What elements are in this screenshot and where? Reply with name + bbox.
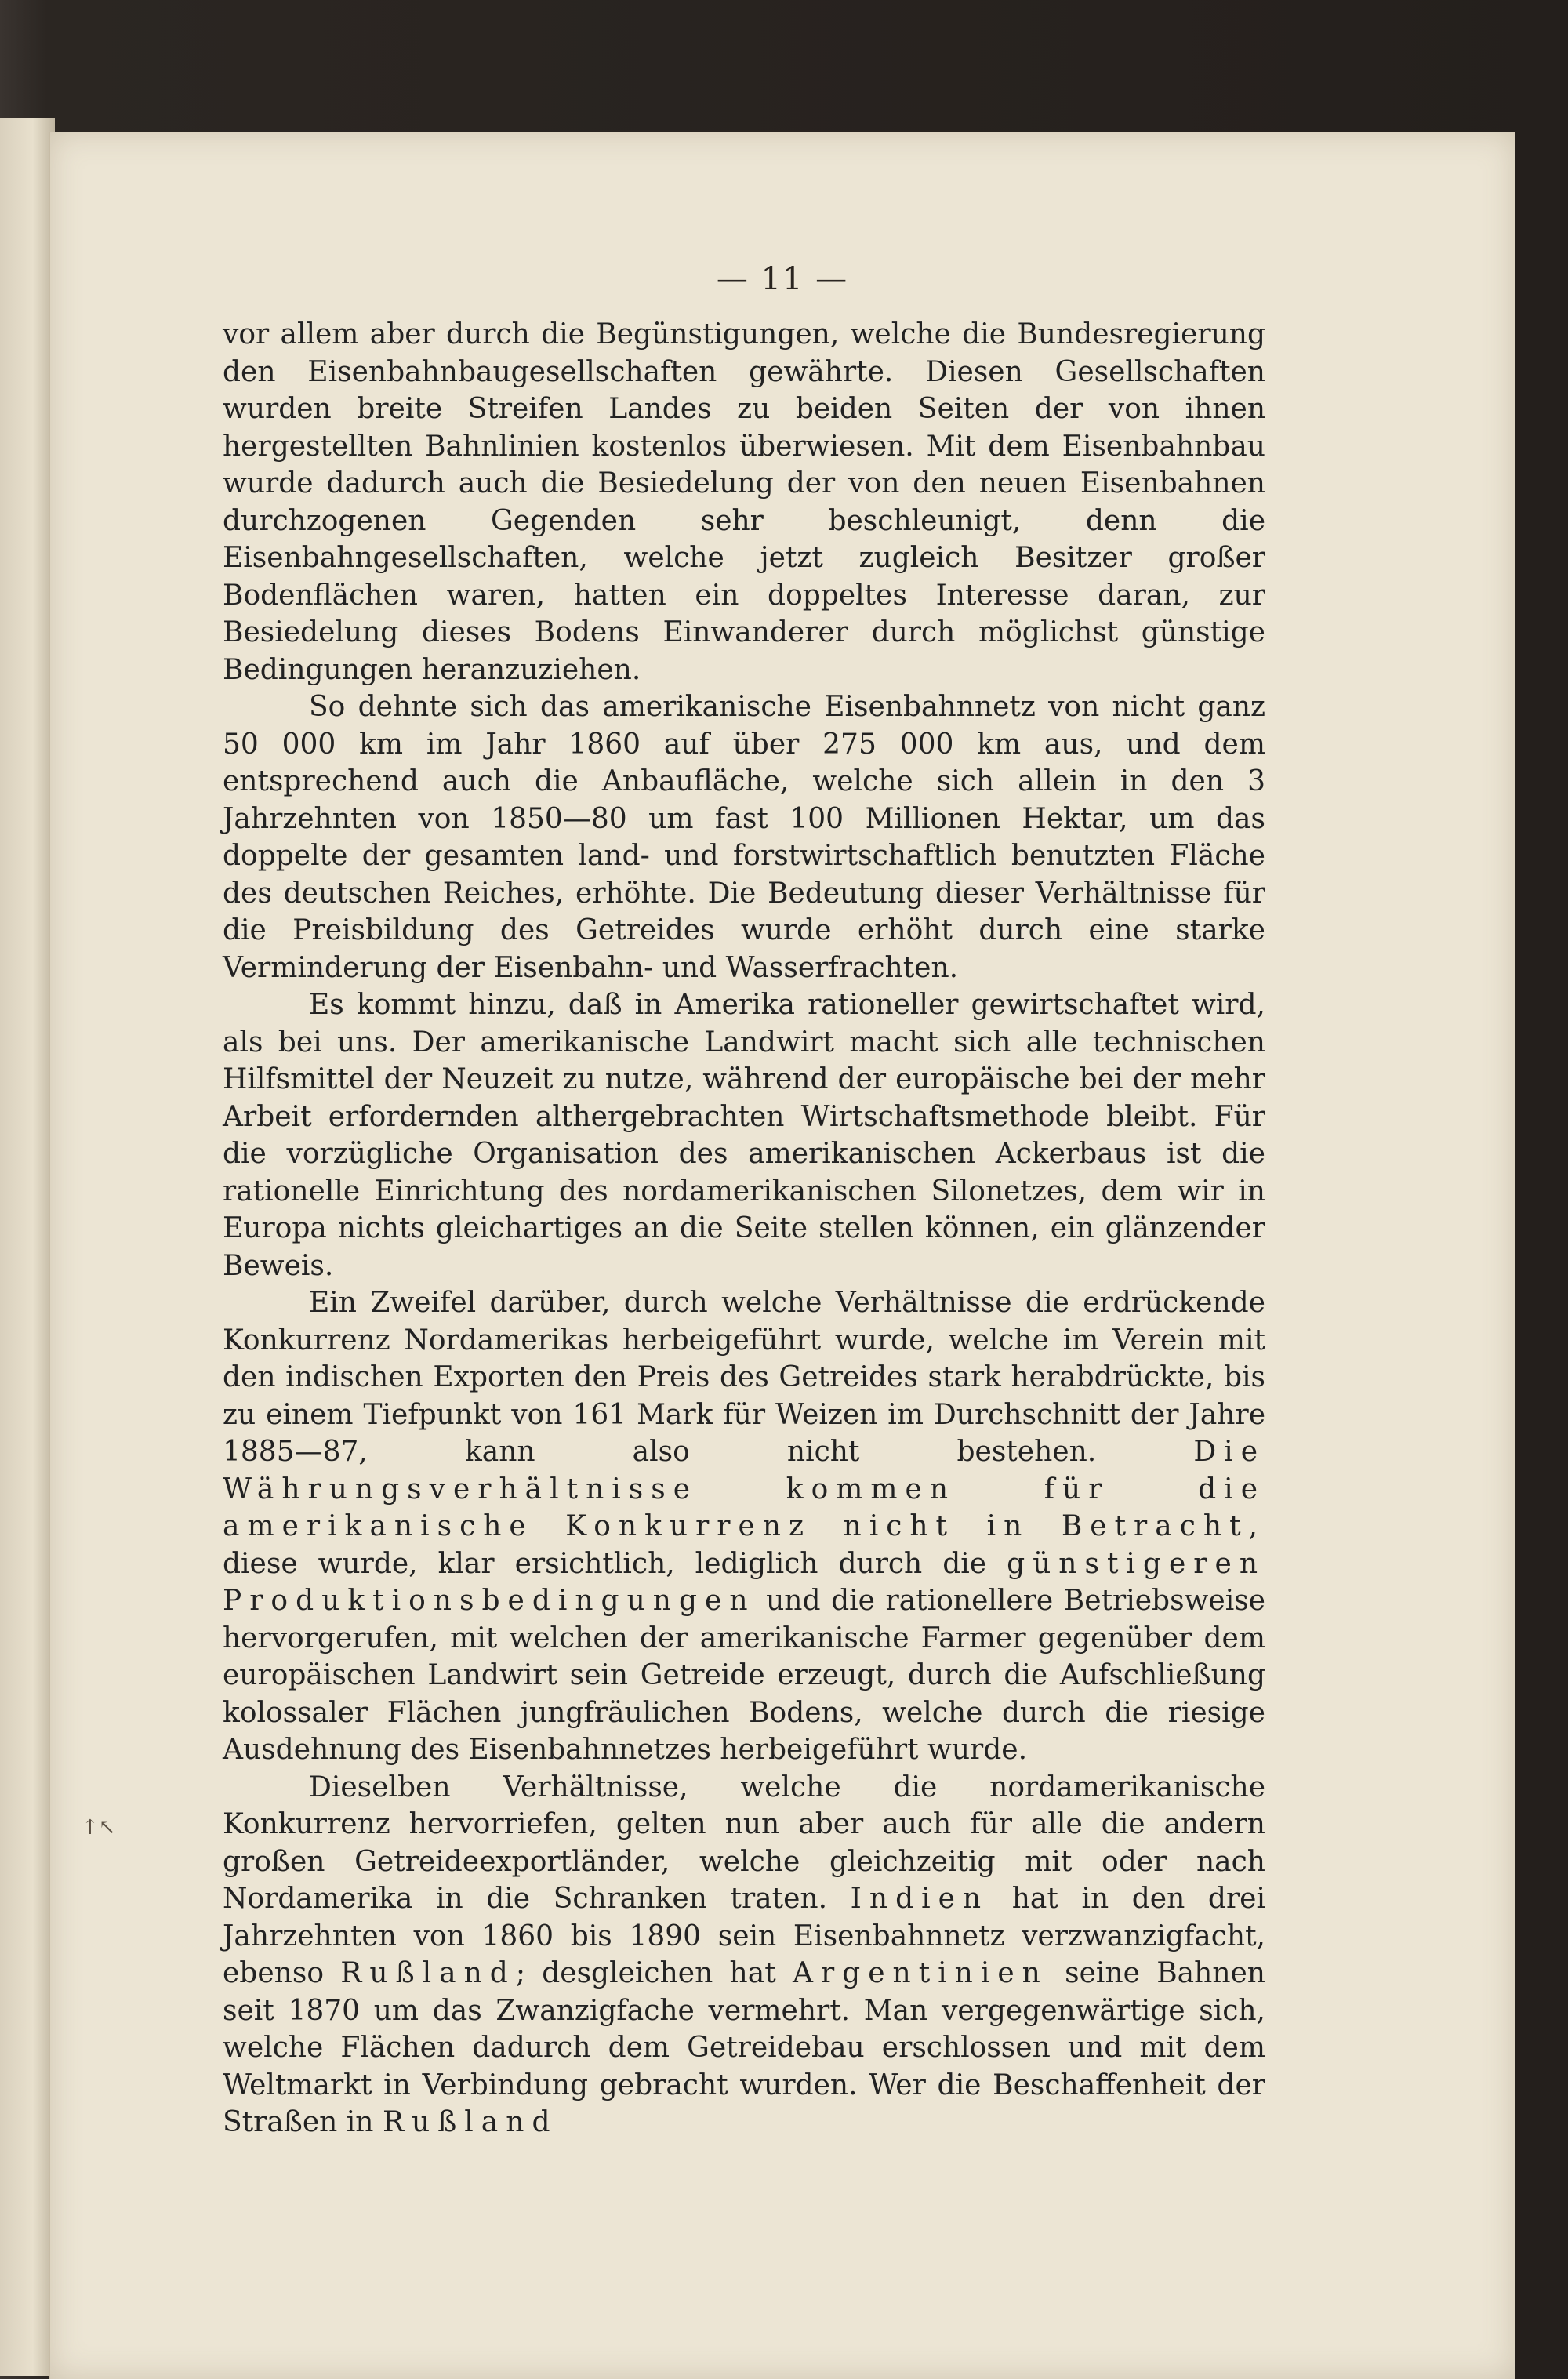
paragraph-5 — [223, 1769, 1265, 2141]
spaced-russland-end: Rußland — [382, 2106, 558, 2138]
adjacent-page-edge — [0, 118, 55, 2376]
paragraph-3: Es kommt hinzu, daß in Amerika rationeller gewirtschaftet wird, als bei uns. Der amerikanische Landwirt macht sich alle technischen Hilfsmittel der Neuzeit zu nutze, während der europäische bei der mehr Arbeit erfordernden althergebrachten Wirtschaftsmethode bleibt. Für die vorzügliche Organisation des amerikanischen Ackerbaus ist die rationelle Einrichtung des nordamerikanischen Silonetzes, dem wir in Europa nichts gleichartiges an die Seite stellen können, ein glänzender Beweis. — [223, 989, 1265, 1282]
paragraph-4-end: erzeugt, durch die Aufschließung kolossaler Flächen jungfräulichen Bodens, welche durch die riesige Ausdehnung des Eisenbahnnetzes herbeigeführt wurde. — [223, 1659, 1265, 1766]
paragraph-1: vor allem aber durch die Begünstigungen, welche die Bundesregierung den Eisenbahnbaugesellschaften gewährte. Diesen Gesellschaften wurden breite Streifen Landes zu beiden Seiten der von ihnen hergestellten Bahnlinien kostenlos überwiesen. Mit dem Eisenbahnbau wurde dadurch auch die Besiedelung der von den neuen Eisenbahnen durchzogenen Gegenden sehr beschleunigt, denn die Eisenbahngesellschaften, welche jetzt zugleich Besitzer großer Bodenflächen waren, hatten ein doppeltes Interesse daran, zur Besiedelung dieses Bodens Einwanderer durch möglichst günstige Bedingungen heranzuziehen. — [223, 318, 1265, 686]
book-page — [49, 132, 1515, 2379]
page-number: — 11 — — [716, 261, 849, 297]
spaced-russland: Rußland — [340, 1957, 516, 1989]
paragraph-5-mid2: ; desgleichen hat — [515, 1957, 776, 1989]
paragraph-5-end: seine Bahnen seit 1870 um das Zwanzigfache vermehrt. Man vergegenwärtige sich, welche Flächen dadurch dem Getreidebau erschlossen und mit dem Weltmarkt in Verbindung gebracht wurden. Wer die Beschaffenheit der Straßen in — [223, 1957, 1265, 2138]
spaced-waehrung-1: Die Währungsverhältnisse kommen für die amerikanische Konkurrenz nicht in Betracht, — [223, 1436, 1265, 1542]
spaced-produktion: günstigeren Produktionsbedingungen — [223, 1547, 1265, 1617]
spaced-argentinien: Argentinien — [792, 1957, 1048, 1989]
paragraph-4 — [223, 1284, 1265, 1769]
margin-mark: ↑↖ — [82, 1816, 116, 1840]
body-text — [223, 316, 1265, 2214]
paragraph-4-text: Ein Zweifel darüber, durch welche Verhältnisse die erdrückende Konkurrenz Nordamerikas herbeigeführt wurde, welche im Verein mit den indischen Exporten den Preis des Getreides stark herabdrückte, bis zu einem Tiefpunkt von 161 Mark für Weizen im Durchschnitt der Jahre 1885—87, kann also nicht bestehen. — [223, 1287, 1265, 1468]
waehrung-2: diese wurde, klar ersichtlich, lediglich durch die — [223, 1547, 987, 1580]
paragraph-5-mid: hat in den drei Jahrzehnten von 1860 bis 1890 sein Eisenbahnnetz verzwanzigfacht, ebenso — [223, 1883, 1265, 1989]
paragraph-2: So dehnte sich das amerikanische Eisenbahnnetz von nicht ganz 50 000 km im Jahr 1860 auf über 275 000 km aus, und dem entsprechend auch die Anbaufläche, welche sich allein in den 3 Jahrzehnten von 1850—80 um fast 100 Millionen Hektar, um das doppelte der gesamten land- und forstwirtschaftlich benutzten Fläche des deutschen Reiches, erhöhte. Die Bedeutung dieser Verhältnisse für die Preisbildung des Getreides wurde erhöht durch eine starke Verminderung der Eisenbahn- und Wasserfrachten. — [223, 691, 1265, 984]
spaced-indien: Indien — [850, 1883, 989, 1915]
paragraph-5-text: Dieselben Verhältnisse, welche die nordamerikanische Konkurrenz hervorriefen, gelten nun aber auch für alle die andern großen Getreideexportländer, welche gleichzeitig mit oder nach Nordamerika in die Schranken traten. — [223, 1771, 1265, 1915]
betrieb: und die rationellere Betriebsweise hervorgerufen, mit welchen der amerikanische Farmer gegenüber dem europäischen Landwirt sein Getreide — [223, 1585, 1265, 1691]
